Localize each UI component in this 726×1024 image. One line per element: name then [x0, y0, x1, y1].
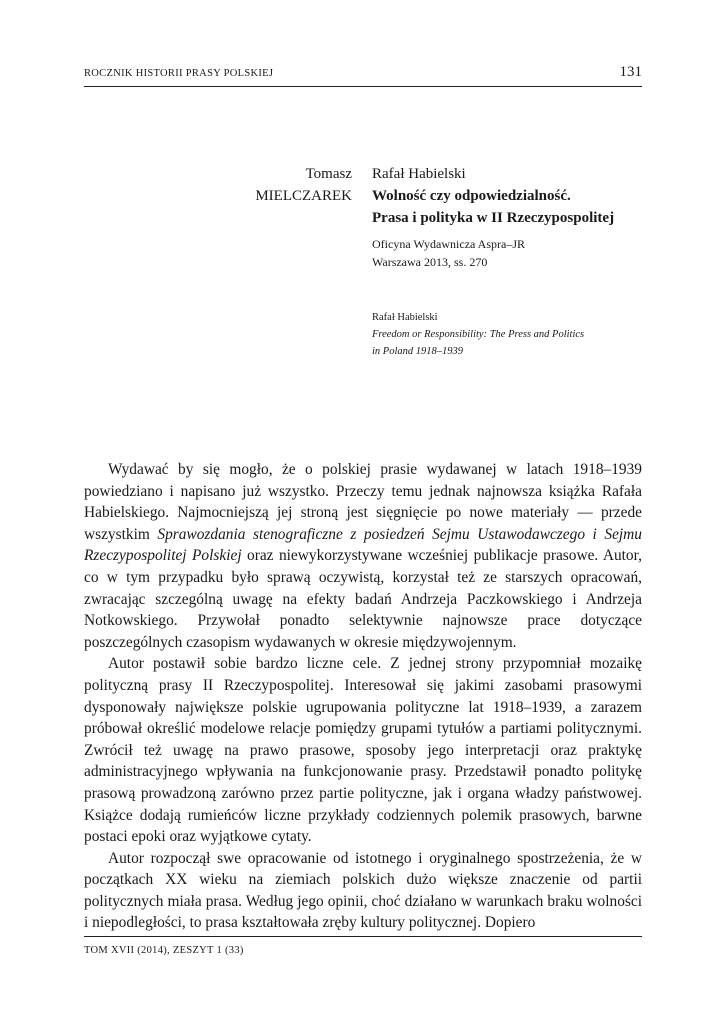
- english-author: Rafał Habielski: [372, 312, 438, 323]
- english-title-line2: in Poland 1918–1939: [372, 346, 463, 357]
- issue-info: TOM XVII (2014), ZESZYT 1 (33): [84, 945, 244, 956]
- journal-title: ROCZNIK HISTORII PRASY POLSKIEJ: [84, 68, 274, 79]
- book-info: [372, 163, 652, 360]
- reviewer-name: [200, 163, 352, 207]
- publication-details: [372, 235, 652, 271]
- paragraph-1-italic-source: Sprawozdania stenograficzne z posiedzeń Sejmu Ustawodawczego i Sejmu Rzeczypospolitej Polskiej: [84, 525, 642, 565]
- running-footer: [84, 936, 642, 956]
- paragraph-2: Autor postawił sobie bardzo liczne cele. Z jednej strony przypomniał mozaikę polityczną prasy II Rzeczypospolitej. Interesował się jakimi zasobami prasowymi dysponowały największe polskie ugrupowania polityczne lat 1918–1939, a zarazem próbował określić modelowe relacje pomiędzy grupami tytułów a partiami politycznymi. Zwrócił też uwagę na prawo prasowe, sposoby jego interpretacji oraz praktykę administracyjnego wpływania na funkcjonowanie prasy. Przedstawił ponadto politykę prasową prowadzoną zarówno przez partie polityczne, jak i organa władzy państwowej. Książce dodają rumieńców liczne przykłady codziennych polemik prasowych, barwne postaci epoki oraz wyjątkowe cytaty.: [84, 655, 642, 846]
- paragraph-3: Autor rozpoczął swe opracowanie od istotnego i oryginalnego spostrzeżenia, że w początkach XX wieku na ziemiach polskich dużo większe znaczenie od partii politycznych miała prasa. Według jego opinii, choć działano w warunkach braku wolności i niepodległości, to prasa kształtowała zręby kultury politycznej. Dopiero: [84, 849, 642, 932]
- book-title-line2: Prasa i polityka w II Rzeczypospolitej: [372, 210, 615, 226]
- reviewer-first-name: Tomasz: [305, 166, 352, 182]
- book-author: Rafał Habielski: [372, 166, 466, 182]
- paragraph-1: [84, 459, 642, 653]
- reviewer-last-name: MIELCZAREK: [255, 188, 352, 204]
- english-title-line1: Freedom or Responsibility: The Press and Politics: [372, 329, 585, 340]
- running-header: [84, 64, 642, 87]
- page-number: 131: [619, 64, 642, 80]
- book-title-line1: Wolność czy odpowiedzialność.: [372, 188, 571, 204]
- review-body: [84, 459, 642, 934]
- paragraph-1-start: Wydawać by się mogło, że o polskiej prasie wydawanej w latach 1918–1939 powiedziano i napisano już wszystko. Przeczy temu jednak najnowsza książka Rafała Habielskiego. Najmocniejszą jej stroną jest sięgnięcie po nowe materiały — przede wszystkim: [84, 461, 642, 543]
- english-title-block: [372, 309, 652, 360]
- place-year-pages: Warszawa 2013, ss. 270: [372, 255, 488, 269]
- paragraph-1-end: oraz niewykorzystywane wcześniej publikacje prasowe. Autor, co w tym przypadku było sprawą oczywistą, korzystał też ze starszych opracowań, zwracając szczególną uwagę na efekty badań Andrzeja Paczkowskiego i Andrzeja Notkowskiego. Przywołał ponadto selektywnie najnowsze prace dotyczące poszczególnych czasopism wydawanych w okresie międzywojennym.: [84, 547, 642, 651]
- publisher: Oficyna Wydawnicza Aspra–JR: [372, 237, 526, 251]
